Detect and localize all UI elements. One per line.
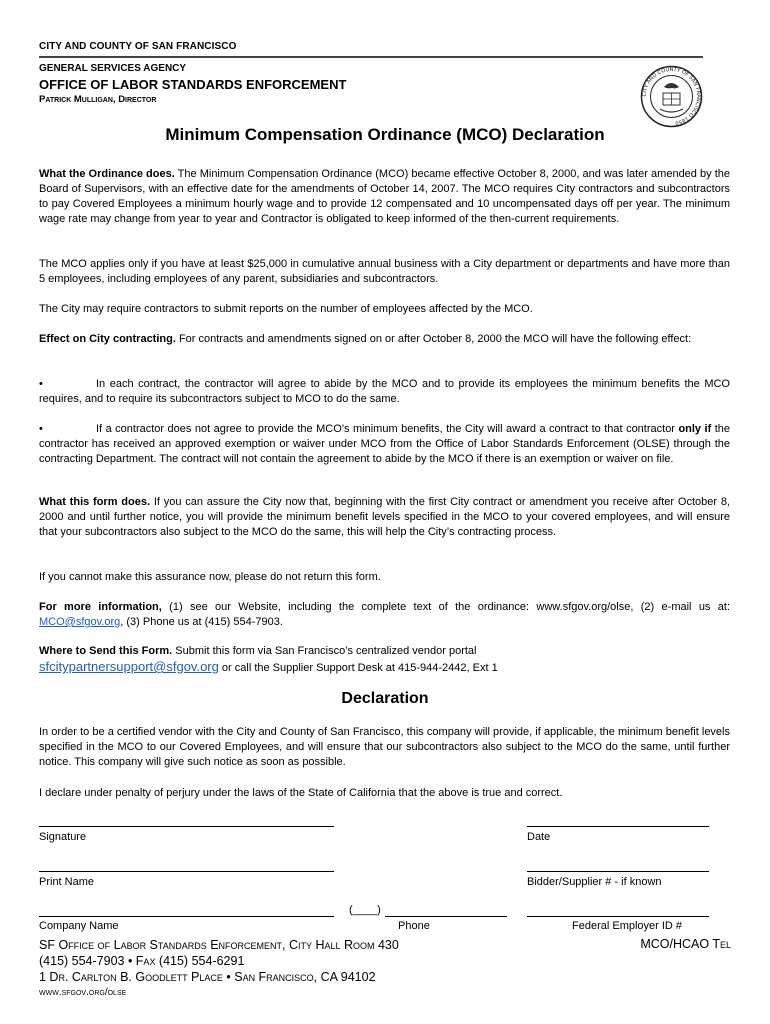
- print-name-line[interactable]: [39, 871, 334, 872]
- ordinance-body: The Minimum Compensation Ordinance (MCO) became effective October 8, 2000, and was later amended by the Board of Supervisors, with an effective date for the amendments of October 14, 2007. The MCO requires City contractors and subcontractors to pay Covered Employees a minimum hourly wage and to provide 12 compensated and 10 uncompensated days off per year. The minimum wage rate may change from year to year and Contractor is obligated to keep informed of the then-current requirements.: [39, 168, 731, 225]
- bullet-item-1: [39, 377, 730, 407]
- agency-heading: GENERAL SERVICES AGENCY: [39, 63, 187, 74]
- footer-line-4: www.sfgov.org/olse: [39, 987, 127, 998]
- signature-line[interactable]: [39, 826, 334, 827]
- effect-paragraph: [39, 332, 730, 347]
- bullet-item-2: [39, 422, 730, 467]
- form-paragraph: [39, 495, 730, 540]
- form-body: If you can assure the City now that, beginning with the first City contract or amendment you receive after October 8, 2000 and until further notice, you will provide the minimum benefit levels specified in the MCO to your covered employees, and will ensure that your subcontractors also subject to the MCO do the same, this will help the City’s contracting process.: [39, 496, 730, 538]
- director-line: Patrick Mulligan, Director: [39, 94, 157, 105]
- date-label: Date: [527, 831, 551, 843]
- company-name-label: Company Name: [39, 920, 119, 932]
- fein-label: Federal Employer ID #: [572, 920, 683, 932]
- footer-line-1: SF Office of Labor Standards Enforcement, City Hall Room 430: [39, 938, 399, 952]
- cannot-paragraph: If you cannot make this assurance now, please do not return this form.: [39, 571, 381, 583]
- applies-paragraph: The MCO applies only if you have at least $25,000 in cumulative annual business with a City department or departments and have more than 5 employees, including employees of any parent, subsidiaries and subcontractors.: [39, 258, 730, 285]
- ordinance-paragraph: [39, 167, 730, 227]
- bidder-number-line[interactable]: [527, 871, 709, 872]
- page-title: Minimum Compensation Ordinance (MCO) Declaration: [165, 125, 605, 144]
- bidder-number-label: Bidder/Supplier # - if known: [527, 876, 662, 888]
- perjury-statement: I declare under penalty of perjury under the laws of the State of California that the above is true and correct.: [39, 787, 563, 799]
- send-body: Submit this form via San Francisco’s centralized vendor portal: [172, 645, 477, 657]
- bullet-2-text-b: the contractor has received an approved exemption or waiver under MCO from the Office of Labor Standards Enforcement (OLSE) through the contracting Department. The contract will not contain the agreement to abide by the MCO if there is an exemption or waiver on file.: [39, 423, 730, 465]
- phone-area-code: (____): [349, 904, 381, 916]
- office-heading: OFFICE OF LABOR STANDARDS ENFORCEMENT: [39, 77, 347, 92]
- email-link[interactable]: MCO@sfgov.org: [39, 616, 121, 628]
- info-body-b: , (3) Phone us at (415) 554-7903.: [120, 616, 283, 628]
- info-paragraph: [39, 600, 730, 630]
- reports-paragraph: The City may require contractors to submit reports on the number of employees affected by the MCO.: [39, 303, 533, 315]
- phone-line[interactable]: [385, 916, 507, 917]
- header-divider: [39, 56, 703, 58]
- city-seal-logo: [640, 65, 703, 128]
- bullet-2-emphasis: only if: [678, 423, 712, 435]
- footer-line-2: (415) 554-7903 • Fax (415) 554-6291: [39, 954, 245, 968]
- vendor-portal-link[interactable]: sfcitypartnersupport@sfgov.org: [39, 659, 219, 674]
- effect-body: For contracts and amendments signed on or after October 8, 2000 the MCO will have the following effect:: [175, 333, 692, 345]
- send-lead: Where to Send this Form.: [39, 645, 173, 657]
- seal-icon: [640, 65, 703, 128]
- print-name-label: Print Name: [39, 876, 95, 888]
- effect-lead: Effect on City contracting.: [39, 333, 176, 345]
- fein-line[interactable]: [527, 916, 709, 917]
- ordinance-lead: What the Ordinance does.: [39, 168, 175, 180]
- footer-address: [39, 937, 399, 1001]
- declaration-paragraph: In order to be a certified vendor with the City and County of San Francisco, this company will provide, if applicable, the minimum benefit levels specified in the MCO to our Covered Employees, and will ensure that our subcontractors also subject to the MCO do the same, until further notice. This company will give such notice as soon as possible.: [39, 726, 730, 768]
- phone-label: Phone: [398, 920, 430, 932]
- form-id: MCO/HCAO Tel: [640, 937, 731, 951]
- footer-line-3: 1 Dr. Carlton B. Goodlett Place • San Francisco, CA 94102: [39, 970, 376, 984]
- bullet-1-text: In each contract, the contractor will agree to abide by the MCO and to provide its employees the minimum benefits the MCO requires, and to require its subcontractors subject to MCO to do the same.: [39, 378, 730, 405]
- date-line[interactable]: [527, 826, 709, 827]
- declaration-title: Declaration: [341, 690, 429, 707]
- send-tail: or call the Supplier Support Desk at 415-944-2442, Ext 1: [218, 662, 498, 674]
- bullet-icon: •: [39, 423, 43, 435]
- bullet-2-text-a: If a contractor does not agree to provide the MCO’s minimum benefits, the City will award a contract to that contractor: [96, 423, 679, 435]
- bullet-icon: •: [39, 378, 43, 390]
- info-body-a: (1) see our Website, including the complete text of the ordinance: www.sfgov.org/olse, (2) e-mail us at:: [161, 601, 730, 613]
- city-heading: CITY AND COUNTY OF SAN FRANCISCO: [39, 41, 237, 52]
- send-paragraph: [39, 644, 730, 676]
- svg-text:CITY AND COUNTY OF SAN FRANCIS: CITY AND COUNTY OF SAN FRANCISCO 1850: [641, 66, 702, 126]
- signature-label: Signature: [39, 831, 87, 843]
- form-lead: What this form does.: [39, 496, 151, 508]
- company-name-line[interactable]: [39, 916, 334, 917]
- info-lead: For more information,: [39, 601, 162, 613]
